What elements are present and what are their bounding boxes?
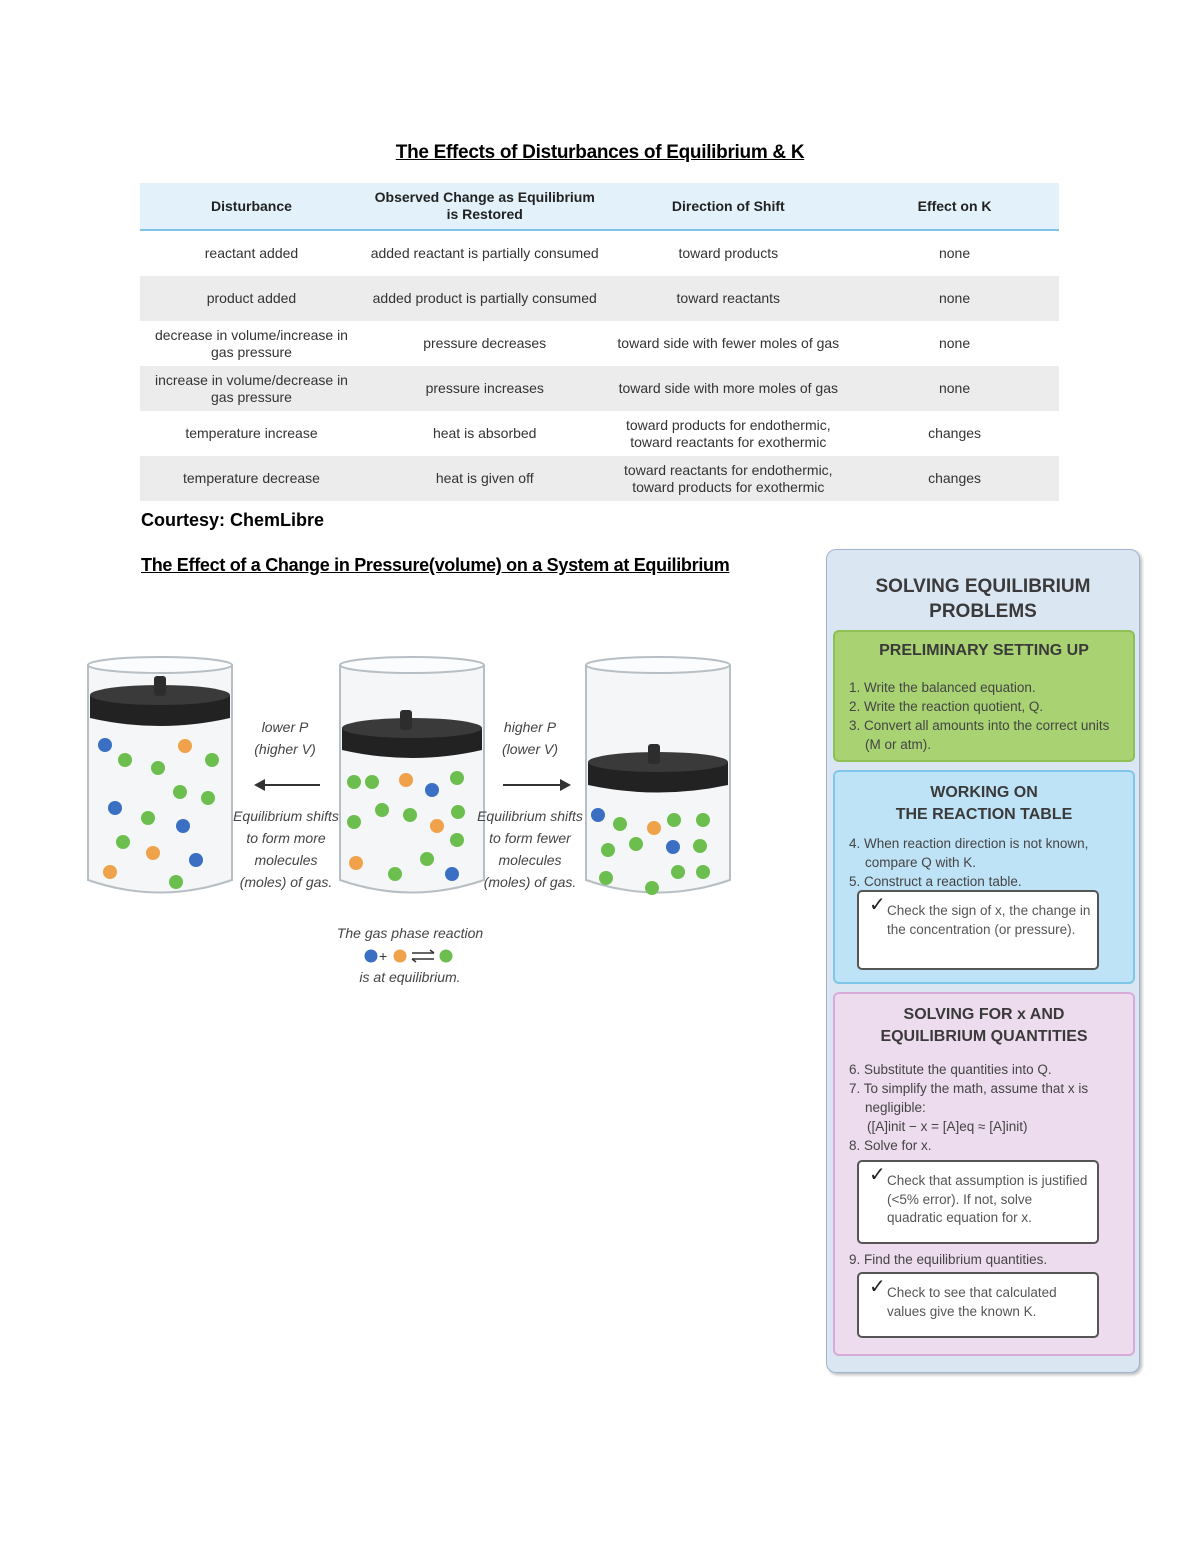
cell: product added [140,276,363,321]
solving-equilibrium-panel [826,549,1140,1373]
solving-steps: 6. Substitute the quantities into Q. 7. To simplify the math, assume that x is negligible: ([A]init − x = [A]eq ≈ [A]init) 8. Solve for x. [849,1062,1089,1153]
disturbances-table [140,183,1059,501]
cell: changes [928,425,982,441]
cell: none [938,245,971,261]
cell: none [850,276,1059,321]
solving-box [833,992,1135,1356]
page-title: The Effects of Disturbances of Equilibrium & K [395,142,805,163]
cell: changes [850,456,1059,501]
solving-heading: SOLVING FOR x AND EQUILIBRIUM QUANTITIES [880,1006,1088,1045]
left-arrow-icon [256,784,320,786]
table-row [140,321,1059,366]
reaction-caption-top: The gas phase reaction [336,925,484,941]
cell: pressure decreases [423,335,547,351]
right-pressure-label: higher P (lower V) [501,719,558,757]
step-9: 9. Find the equilibrium quantities. [849,1252,1048,1267]
reaction-table-heading: WORKING ON THE REACTION TABLE [895,784,1073,823]
cell: none [850,366,1059,411]
left-pressure-label: lower P (higher V) [254,719,316,757]
reaction-caption-bottom: is at equilibrium. [359,969,461,985]
header-direction-of-shift: Direction of Shift [606,183,850,230]
cell: decrease in volume/increase in gas pressure [154,326,348,360]
reaction-table-box [833,770,1135,984]
reaction-table-steps: 4. When reaction direction is not known, compare Q with K. 5. Construct a reaction table. [849,836,1089,889]
header-observed-change: Observed Change as Equilibrium is Restored [363,183,607,230]
table-header-row [140,183,1059,230]
checkmark-icon: ✓ [869,1164,886,1186]
cell: increase in volume/decrease in gas pressure [140,366,363,411]
cell: heat is given off [363,456,607,501]
cell: toward products [678,245,779,261]
cell: reactant added [204,245,299,261]
courtesy-note: Courtesy: ChemLibre [141,510,325,530]
table-row [140,366,1059,411]
table-row [140,230,1059,276]
cell: toward side with fewer moles of gas [617,335,840,351]
panel-title: SOLVING EQUILIBRIUM PROBLEMS [875,576,1091,622]
header-effect-on-k: Effect on K [850,183,1059,230]
svg-text:+: + [379,948,388,964]
header-disturbance: Disturbance [140,183,363,230]
right-shift-caption: Equilibrium shifts to form fewer molecules (moles) of gas. [477,808,583,890]
check-k-box: ✓ Check to see that calculated values give the known K. [857,1272,1099,1338]
reaction-equation-icon [362,946,458,966]
checkmark-icon: ✓ [869,1276,886,1298]
left-shift-caption: Equilibrium shifts to form more molecules (moles) of gas. [233,808,339,890]
cylinder-high-pressure [578,650,743,910]
cylinder-low-pressure [80,650,240,910]
cell: heat is absorbed [432,425,537,441]
table-row [140,411,1059,456]
right-arrow-icon [503,784,569,786]
cell: toward reactants for endothermic, toward products for exothermic [606,456,850,501]
checkmark-icon: ✓ [869,894,886,916]
cell: added product is partially consumed [363,276,607,321]
cell: temperature decrease [140,456,363,501]
cell: toward products for endothermic, toward reactants for exothermic [625,416,831,450]
preliminary-heading: PRELIMINARY SETTING UP [879,642,1089,659]
table-row [140,456,1059,501]
check-sign-box: ✓ Check the sign of x, the change in the concentration (or pressure). [857,890,1099,970]
cell: added reactant is partially consumed [370,245,599,261]
cell: toward reactants [606,276,850,321]
section-title: The Effect of a Change in Pressure(volume) on a System at Equilibrium [141,555,730,575]
cell: temperature increase [185,425,318,441]
preliminary-steps: 1. Write the balanced equation. 2. Write the reaction quotient, Q. 3. Convert all amounts into the correct units (M or atm). [849,680,1110,752]
preliminary-box [833,630,1135,762]
cell: pressure increases [363,366,607,411]
table-row [140,276,1059,321]
cell: none [938,335,971,351]
check-assumption-box: ✓ Check that assumption is justified (<5% error). If not, solve quadratic equation for x. [857,1160,1099,1244]
cell: toward side with more moles of gas [606,366,850,411]
cylinder-equilibrium [332,650,492,910]
